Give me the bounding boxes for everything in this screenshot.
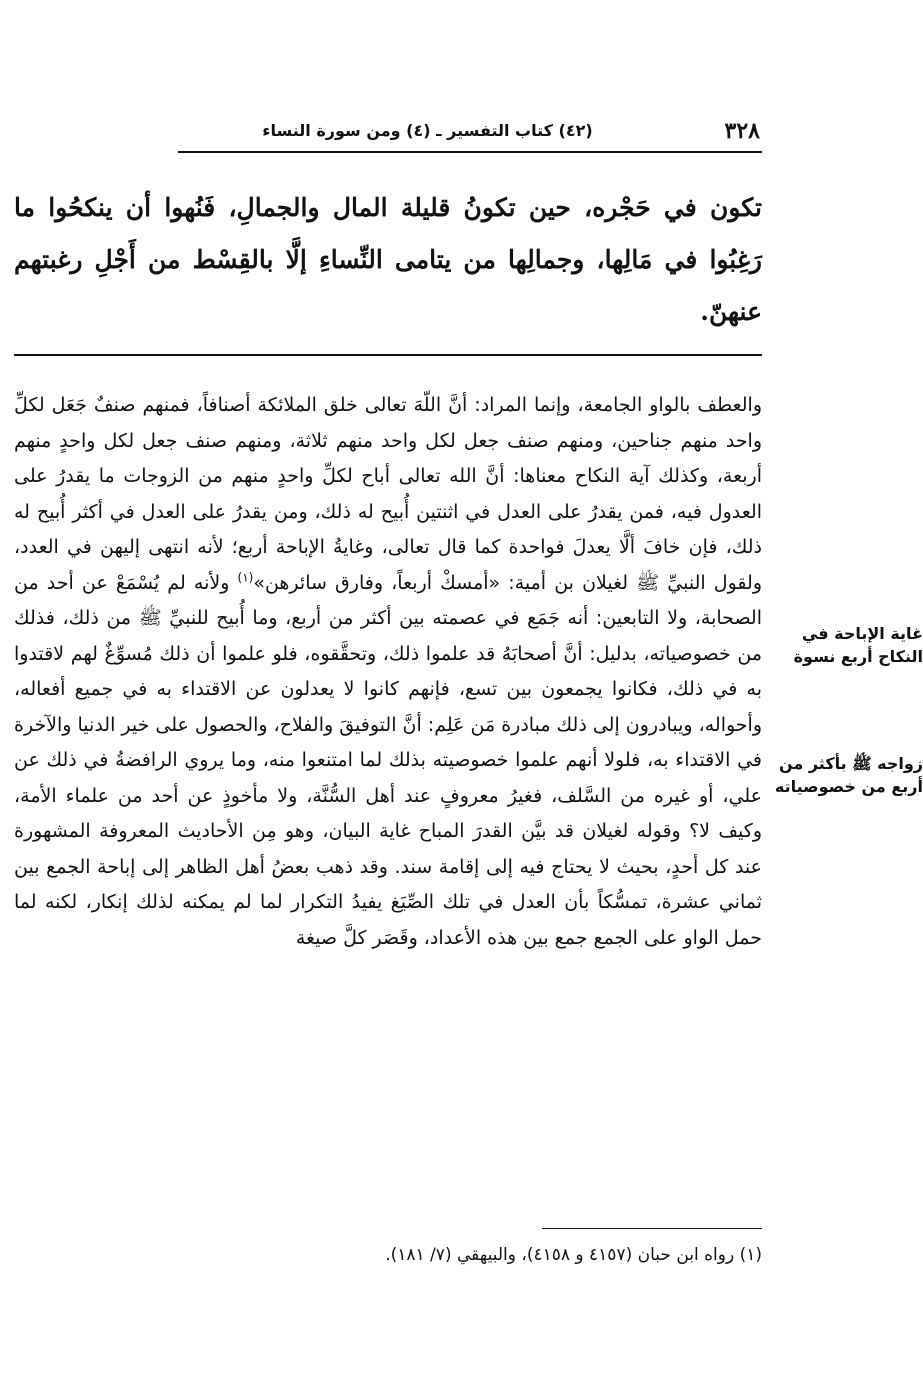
margin-note: زواجه ﷺ بأكثر من أربع من خصوصياته — [774, 754, 923, 796]
page-header — [178, 118, 762, 152]
header-divider — [178, 151, 762, 153]
margin-note: غاية الإباحة في النكاح أربع نسوة — [793, 624, 923, 666]
running-title: (٤٢) كتاب التفسير ـ (٤) ومن سورة النساء — [262, 121, 593, 140]
page-number: ٣٢٨ — [724, 118, 760, 144]
footnote: (١) رواه ابن حبان (٤١٥٧ و ٤١٥٨)، والبيهقي (٧/ ١٨١). — [385, 1245, 762, 1265]
commentary-paragraph — [14, 388, 762, 956]
hadith-paragraph: تكون في حَجْره، حين تكونُ قليلة المال والجمالِ، فَنُهوا أن ينكحُوا ما رَغِبُوا في مَالِها، وجمالِها من يتامى النِّساءِ إلَّا بالقِسْط من أَجْلِ رغبتهم عنهنّ. — [14, 193, 762, 326]
commentary-text: والعطف بالواو الجامعة، وإنما المراد: أنَّ اللّهَ تعالى خلق الملائكة أصنافاً، فمنهم صنفٌ جَعَل لكلِّ واحد منهم جناحين، ومنهم صنف جعل لكل واحد منهم ثلاثة، ومنهم صنف جعل لكل واحدٍ منهم أربعة، وكذلك آية النكاح معناها: أنَّ الله تعالى أباح لكلِّ واحدٍ منهم من الزوجات ما يقدرُ على العدول فيه، فمن يقدرُ على العدل في اثنتين أُبيح له ذلك، ومن يقدرُ على العدل في أكثر أُبيح له ذلك، فإن خافَ ألَّا يعدلَ فواحدة كما قال تعالى، وغايةُ الإباحة أربع؛ لأنه انتهى إليهن في العدد، ولقول النبيِّ ﷺ لغيلان بن أمية: «أمسكْ أربعاً، وفارق سائرهن» — [14, 394, 762, 594]
hadith-text — [14, 182, 762, 338]
commentary-body — [14, 388, 762, 956]
section-divider — [14, 354, 762, 356]
footnote-divider — [542, 1228, 762, 1229]
footnote-reference[interactable]: (١) — [237, 570, 254, 585]
commentary-text-continued: ولأنه لم يُسْمَعْ عن أحد من الصحابة، ولا التابعين: أنه جَمَع في عصمته بين أكثر من أربع، وما أُبيح للنبيِّ ﷺ من ذلك، فذلك من خصوصياته، بدليل: أنَّ أصحابَهُ قد علموا ذلك، وتحقَّقوه، فلو علموا أن ذلك مُسوِّغٌ لهم لاقتدوا به في ذلك، فكانوا يجمعون بين تسع، فإنهم كانوا لا يعدلون عن الاقتداء به في جميع أفعاله، وأحواله، ويبادرون إلى ذلك مبادرة مَن عَلِم: أنَّ التوفيقَ والفلاح، والحصول على خير الدنيا والآخرة في الاقتداء به، فلولا أنهم علموا خصوصيته بذلك لما امتنعوا منه، وما يروي الرافضةُ في ذلك عن علي، أو غيره من السَّلف، فغيرُ معروفٍ عند أهل السُّنَّة، ولا مأخوذٍ عن أحد من علماء الأمة، وكيف لا؟ وقوله لغيلان قد بيَّن القدرَ المباح غاية البيان، وهو مِن الأحاديث المعروفة المشهورة عند كل أحدٍ، بحيث لا يحتاج فيه إلى إقامة سند. وقد ذهب بعضُ أهل الظاهر إلى إباحة الجمع بين ثماني عشرة، تمسُّكاً بأن العدل في تلك الصِّيَغ يفيدُ التكرار لما لم يمكنه لذلك إنكار، لكنه لما حمل الواو على الجمع جمع بين هذه الأعداد، وقَصَر كلَّ صيغة — [14, 571, 762, 949]
